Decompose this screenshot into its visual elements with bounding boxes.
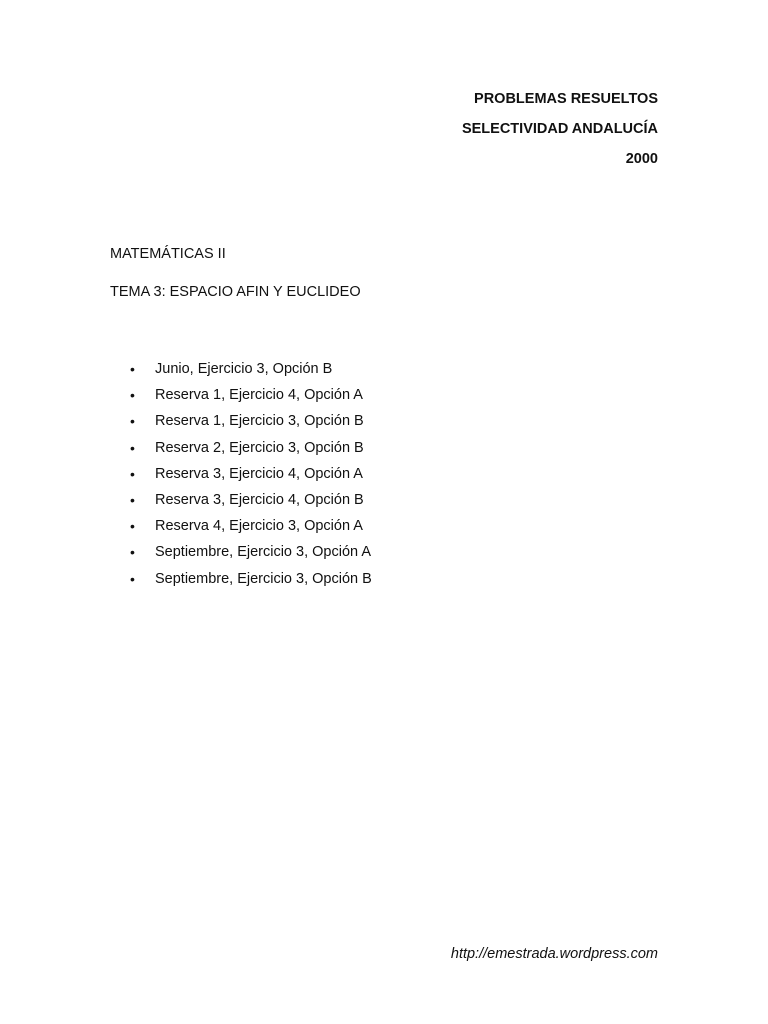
list-item-label: Reserva 3, Ejercicio 4, Opción B (155, 491, 364, 508)
bullet-icon: • (130, 361, 135, 377)
list-item-label: Junio, Ejercicio 3, Opción B (155, 361, 333, 377)
list-item (130, 438, 372, 464)
document-header (462, 84, 658, 174)
list-item (130, 490, 372, 516)
header-title: PROBLEMAS RESUELTOS (474, 91, 658, 107)
bullet-icon: • (130, 439, 135, 456)
bullet-icon: • (130, 491, 135, 508)
bullet-icon: • (130, 570, 135, 587)
list-item (130, 411, 372, 437)
list-item-label: Reserva 3, Ejercicio 4, Opción A (155, 465, 363, 482)
bullet-icon: • (130, 387, 135, 404)
bullet-icon: • (130, 544, 135, 561)
list-item (130, 569, 372, 595)
list-item-label: Reserva 1, Ejercicio 3, Opción B (155, 413, 364, 430)
bullet-icon: • (130, 465, 135, 482)
list-item (130, 464, 372, 490)
list-item (130, 516, 372, 542)
subject-heading: MATEMÁTICAS II (110, 246, 226, 262)
footer-link[interactable]: http://emestrada.wordpress.com (450, 946, 658, 962)
header-year: 2000 (625, 151, 658, 167)
list-item-label: Reserva 4, Ejercicio 3, Opción A (155, 518, 363, 535)
header-subtitle: SELECTIVIDAD ANDALUCÍA (461, 121, 658, 137)
bullet-icon: • (130, 518, 135, 535)
bullet-icon: • (130, 413, 135, 430)
list-item-label: Reserva 2, Ejercicio 3, Opción B (155, 439, 364, 456)
exercise-list (130, 359, 372, 595)
list-item-label: Reserva 1, Ejercicio 4, Opción A (155, 387, 363, 404)
topic-heading: TEMA 3: ESPACIO AFIN Y EUCLIDEO (110, 284, 361, 300)
list-item (130, 359, 372, 385)
list-item-label: Septiembre, Ejercicio 3, Opción B (155, 570, 372, 587)
list-item-label: Septiembre, Ejercicio 3, Opción A (155, 544, 371, 561)
list-item (130, 542, 372, 568)
list-item (130, 385, 372, 411)
